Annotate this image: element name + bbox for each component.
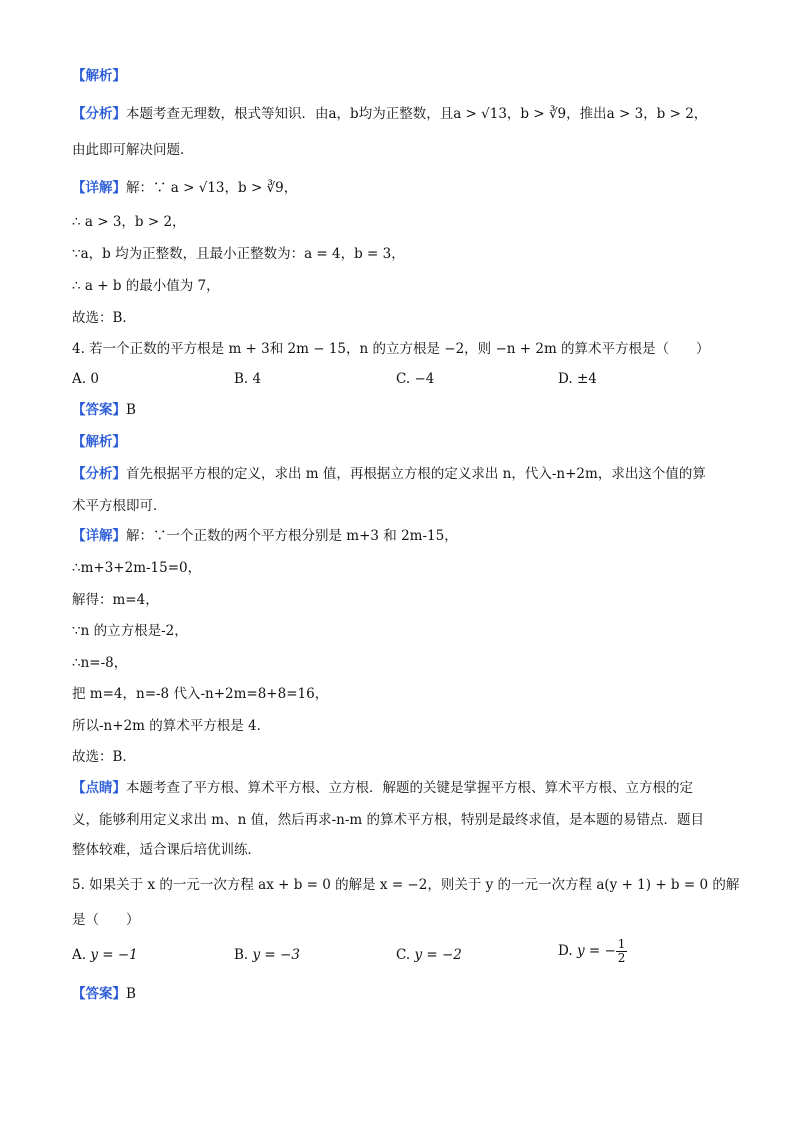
q4-option-b: B. 4 [234, 371, 262, 387]
question-5-line-2: 是（ ） [72, 912, 140, 928]
choice-line: 故选：B． [72, 310, 136, 326]
detail4-line-5: ∴n=-8， [72, 655, 128, 671]
detail-line-2: ∴ a > 3，b > 2， [72, 214, 186, 230]
analysis4-line-2: 术平方根即可． [72, 498, 167, 514]
detail4-tag: 【详解】 [72, 528, 126, 544]
analysis-tag: 【分析】 [72, 106, 126, 122]
q4-option-a: A. 0 [72, 371, 99, 387]
detail4-line-2: ∴m+3+2m-15=0， [72, 560, 202, 576]
section-jiexi-4: 【解析】 [72, 434, 126, 450]
detail-line-4: ∴ a + b 的最小值为 7， [72, 278, 220, 294]
comment-line-1 [72, 779, 693, 797]
answer5-tag: 【答案】 [72, 986, 126, 1002]
question-4: 4. 若一个正数的平方根是 m + 3和 2m − 15，n 的立方根是 −2，则 −n + 2m 的算术平方根是（ ） [72, 341, 710, 357]
detail4-line-7: 所以-n+2m 的算术平方根是 4． [72, 718, 271, 734]
q5-option-c: C. y = −2 [396, 947, 462, 963]
analysis-line-1 [72, 105, 707, 123]
answer-4 [72, 401, 136, 419]
detail4-text: 解：∵一个正数的两个平方根分别是 m+3 和 2m-15， [126, 528, 458, 544]
detail4-line-6: 把 m=4，n=-8 代入-n+2m=8+8=16， [72, 686, 329, 702]
answer5-value: B [126, 986, 136, 1002]
answer-5 [72, 985, 136, 1003]
detail-line-1 [72, 179, 297, 197]
q5-option-d: D. y = − $\frac{1}{2}$ [558, 937, 626, 965]
answer-value: B [126, 402, 136, 418]
section-jiexi: 【解析】 [72, 68, 126, 84]
detail4-line-1 [72, 527, 458, 545]
detail4-line-4: ∵n 的立方根是-2， [72, 623, 188, 639]
analysis4-line-1 [72, 465, 706, 483]
comment-line-3: 整体较难，适合课后培优训练． [72, 842, 261, 858]
analysis-text: 本题考查无理数，根式等知识．由a，b均为正整数，且a > √13，b > ∛9，推出a > 3，b > 2， [126, 106, 708, 122]
choice4-line: 故选：B． [72, 749, 136, 765]
analysis-line-2: 由此即可解决问题． [72, 142, 194, 158]
detail-tag: 【详解】 [72, 180, 126, 196]
analysis4-text: 首先根据平方根的定义，求出 m 值，再根据立方根的定义求出 n，代入-n+2m，求出这个值的算 [126, 466, 706, 482]
q4-option-c: C. −4 [396, 371, 435, 387]
answer-tag: 【答案】 [72, 402, 126, 418]
detail-line-3: ∵a，b 均为正整数，且最小正整数为：a = 4，b = 3， [72, 246, 405, 262]
detail4-line-3: 解得：m=4， [72, 592, 159, 608]
detail-text: 解：∵ a > √13，b > ∛9， [126, 180, 298, 196]
fraction: $\frac{1}{2}$ [617, 937, 626, 965]
q5-option-a: A. y = −1 [72, 947, 138, 963]
q4-option-d: D. ±4 [558, 371, 597, 387]
comment-tag: 【点睛】 [72, 780, 126, 796]
comment-text: 本题考查了平方根、算术平方根、立方根．解题的关键是掌握平方根、算术平方根、立方根的定 [126, 780, 693, 796]
analysis4-tag: 【分析】 [72, 466, 126, 482]
comment-line-2: 义，能够利用定义求出 m、n 值，然后再求-n-m 的算术平方根，特别是最终求值，是本题的易错点．题目 [72, 812, 704, 828]
question-5-line-1: 5. 如果关于 x 的一元一次方程 ax + b = 0 的解是 x = −2，则关于 y 的一元一次方程 a(y + 1) + b = 0 的解 [72, 877, 740, 893]
q5-option-b: B. y = −3 [234, 947, 300, 963]
